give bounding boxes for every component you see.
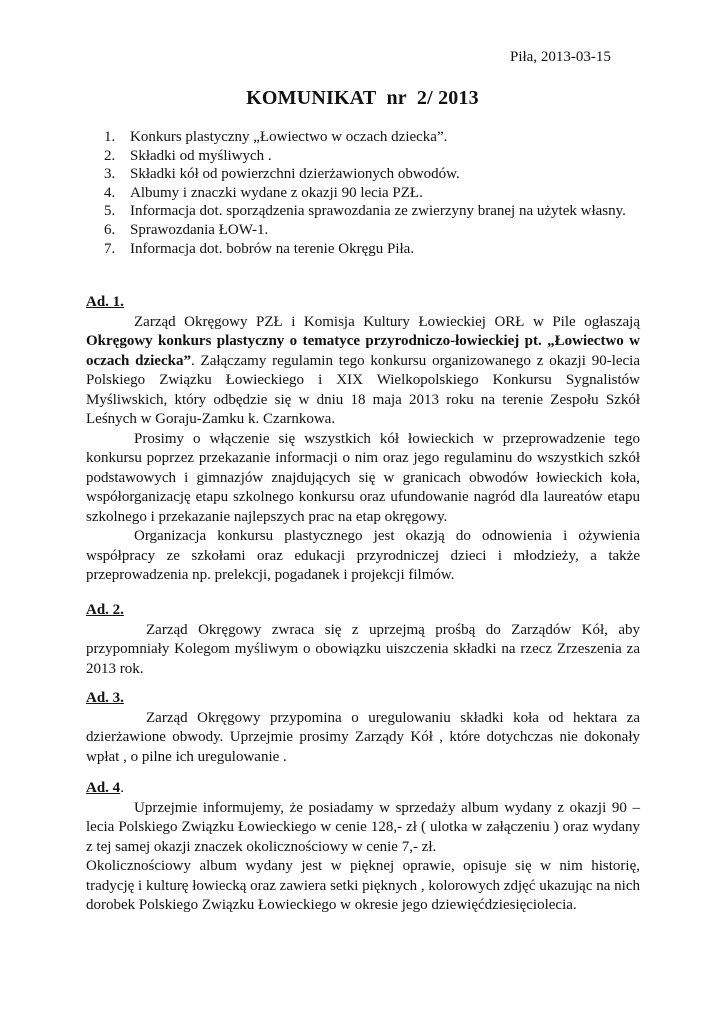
- document-title: KOMUNIKAT nr 2/ 2013: [246, 87, 479, 109]
- list-text: Konkurs plastyczny „Łowiectwo w oczach dziecka”.: [130, 129, 448, 145]
- paragraph: [86, 313, 640, 430]
- list-item: [104, 221, 644, 240]
- topics-list: [104, 128, 644, 258]
- paragraph: Zarząd Okręgowy zwraca się z uprzejmą prośbą do Zarządów Kół, aby przypomniały Kolegom myśliwym o obowiązku uiszczenia składki na rzecz Zrzeszenia za 2013 rok.: [86, 621, 640, 677]
- paragraph: Okolicznościowy album wydany jest w pięknej oprawie, opisuje się w nim historię, tradycję i kulturę łowiecką oraz zawiera setki pięknych , kolorowych zdjęć ukazując na nich dorobek Polskiego Związku Łowieckiego w okresie jego dziewięćdziesięciolecia.: [86, 858, 640, 913]
- list-number: 3.: [104, 166, 116, 183]
- paragraph-text: . Załączamy regulamin tego konkursu organizowanego z okazji 90-lecia Polskiego Związku Łowieckiego i XIX Wielkopolskiego Konkursu Sygnalistów Myśliwskich, który odbędzie się w dniu 18 maja 2013 roku na terenie Zespołu Szkół Leśnych w Goraju-Zamku k. Czarnkowa.: [86, 352, 640, 427]
- list-number: 7.: [104, 240, 116, 257]
- section-label: Ad. 3.: [86, 690, 124, 706]
- paragraph-text: Zarząd Okręgowy PZŁ i Komisja Kultury Łowieckiej ORŁ w Pile ogłaszają: [134, 313, 640, 330]
- list-item: [104, 165, 644, 184]
- list-text: Informacja dot. bobrów na terenie Okręgu Piła.: [130, 240, 415, 257]
- section-ad-3: [86, 689, 640, 767]
- section-ad-2: [86, 601, 640, 679]
- list-number: 6.: [104, 221, 116, 238]
- list-number: 1.: [104, 129, 116, 145]
- list-text: Sprawozdania ŁOW-1.: [130, 221, 269, 238]
- list-item: [104, 128, 644, 147]
- section-ad-4: [86, 779, 640, 916]
- paragraph: Prosimy o włączenie się wszystkich kół łowieckich w przeprowadzenie tego konkursu poprzez przekazanie informacji o nim oraz jego regulaminu do wszystkich szkół podstawowych i gimnazjów znajdujących się w granicach obwodów łowieckich koła, współorganizację etapu szkolnego konkursu oraz ufundowanie nagród dla laureatów etapu szkolnego i przekazanie najlepszych prac na etap okręgowy.: [86, 430, 640, 525]
- section-label: Ad. 1.: [86, 294, 124, 310]
- section-label: Ad. 4: [86, 780, 121, 796]
- list-item: [104, 147, 644, 166]
- list-number: 5.: [104, 203, 116, 220]
- paragraph: Organizacja konkursu plastycznego jest okazją do odnowienia i ożywienia współpracy ze szkołami oraz edukacji przyrodniczej dzieci i młodzieży, a także przeprowadzenia np. prelekcji, pogadanek i projekcji filmów.: [86, 528, 640, 583]
- section-label-suffix: .: [120, 780, 124, 796]
- list-text: Składki kół od powierzchni dzierżawionych obwodów.: [130, 166, 460, 183]
- section-ad-1: [86, 293, 640, 586]
- list-text: Albumy i znaczki wydane z okazji 90 lecia PZŁ.: [130, 184, 423, 201]
- section-label-wrap: [86, 779, 640, 799]
- list-item: [104, 240, 644, 259]
- list-number: 4.: [104, 184, 116, 201]
- list-text: Składki od myśliwych .: [130, 147, 272, 164]
- list-item: [104, 184, 644, 203]
- contest-title-bold: Okręgowy konkurs plastyczny o tematyce przyrodniczo-łowieckiej pt. „Łowiectwo w oczach dziecka”: [86, 333, 640, 369]
- section-label: Ad. 2.: [86, 602, 124, 618]
- list-text: Informacja dot. sporządzenia sprawozdania ze zwierzyny branej na użytek własny.: [130, 203, 626, 220]
- list-item: [104, 202, 644, 221]
- document-date: Piła, 2013-03-15: [510, 49, 611, 65]
- list-number: 2.: [104, 147, 116, 164]
- paragraph: Uprzejmie informujemy, że posiadamy w sprzedaży album wydany z okazji 90 – lecia Polskiego Związku Łowieckiego w cenie 128,- zł ( ulotka w załączeniu ) oraz wydany z tej samej okazji znaczek okolicznościowy w cenie 7,- zł.: [86, 799, 640, 855]
- paragraph: Zarząd Okręgowy przypomina o uregulowaniu składki koła od hektara za dzierżawione obwody. Uprzejmie prosimy Zarządy Kół , które dotychczas nie dokonały wpłat , o pilne ich uregulowanie .: [86, 709, 640, 765]
